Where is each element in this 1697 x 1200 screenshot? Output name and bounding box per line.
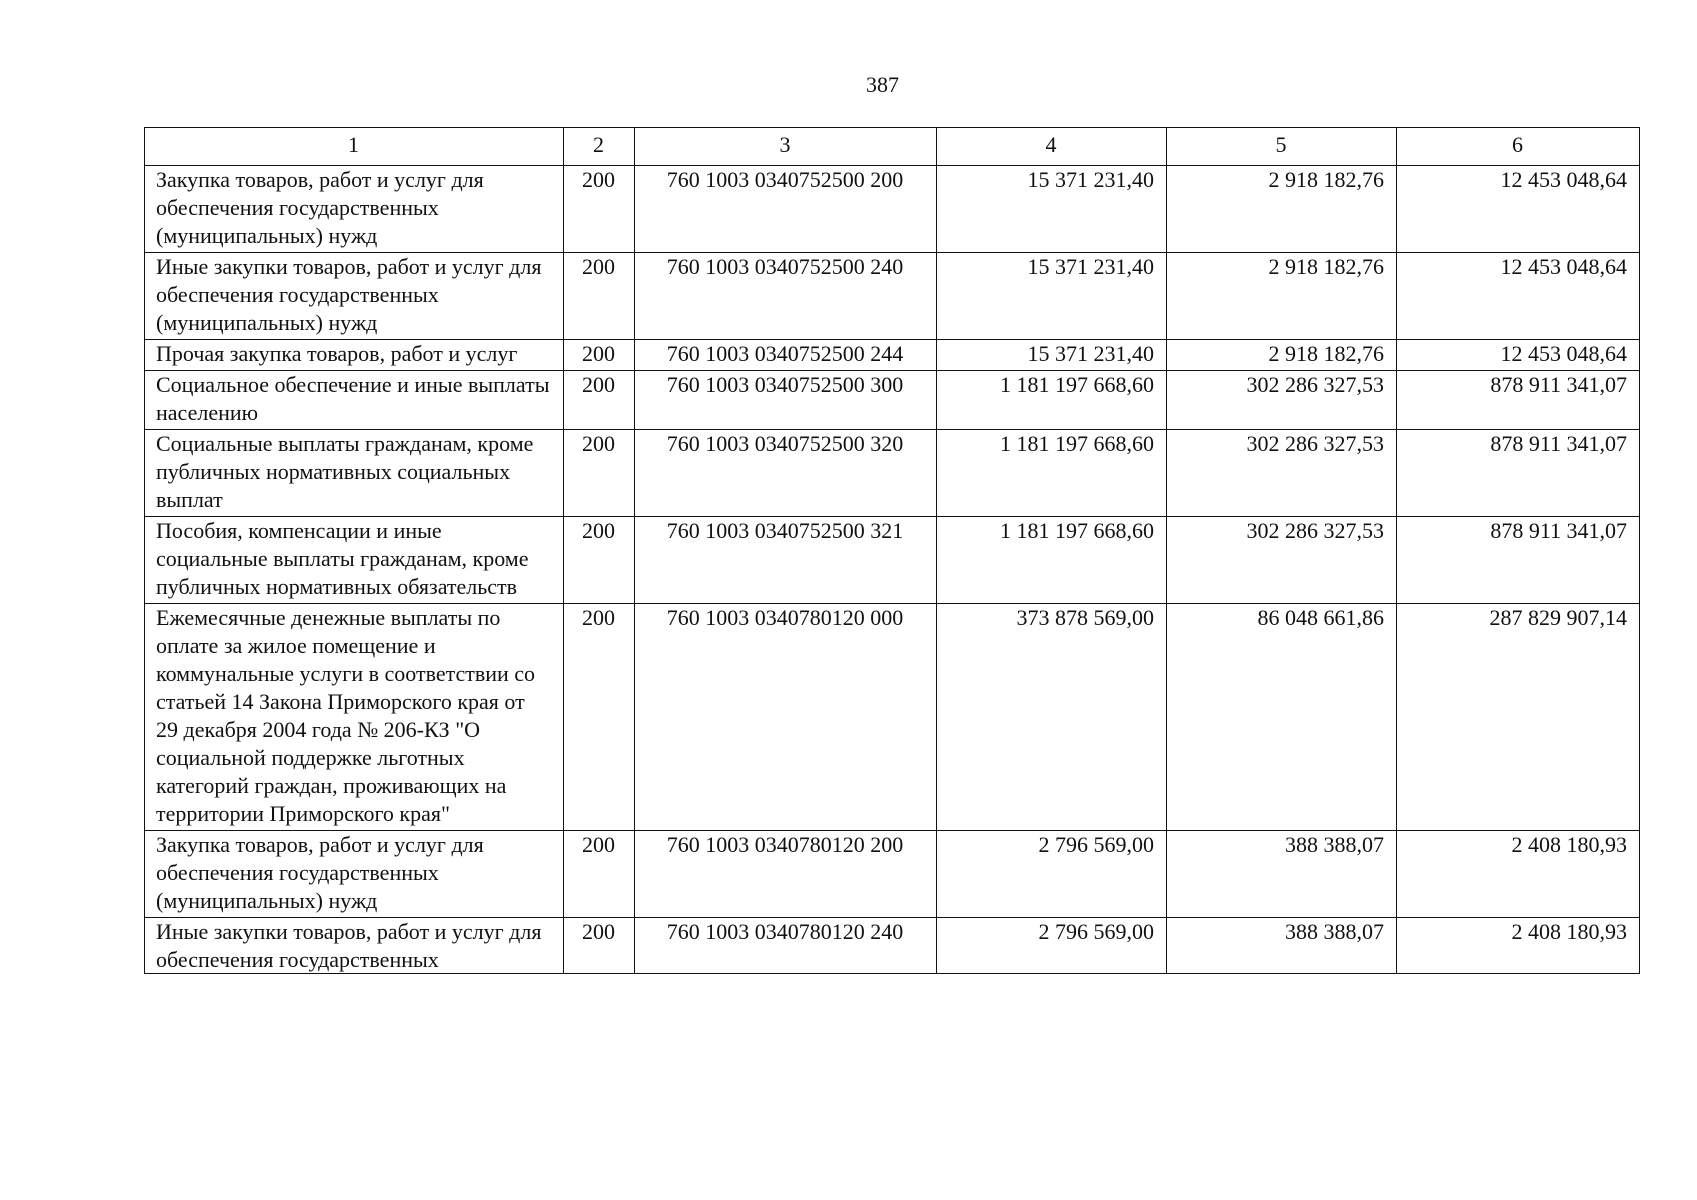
row-kbk: 760 1003 0340752500 320: [635, 430, 937, 517]
table-row: [145, 253, 1640, 340]
row-value-6: 12 453 048,64: [1397, 166, 1640, 253]
row-name-text: Иные закупки товаров, работ и услуг для обеспечения государственных: [156, 919, 542, 972]
row-kbk: 760 1003 0340752500 300: [635, 371, 937, 430]
column-header-1: 1: [145, 128, 564, 166]
row-value-5: 302 286 327,53: [1167, 430, 1397, 517]
row-code: 200: [564, 604, 635, 831]
row-kbk: 760 1003 0340752500 321: [635, 517, 937, 604]
row-kbk: 760 1003 0340752500 244: [635, 340, 937, 371]
row-value-5: 2 918 182,76: [1167, 253, 1397, 340]
row-name: Иные закупки товаров, работ и услуг для обеспечения государственных (муниципальных) нужд: [145, 253, 564, 340]
row-value-6: 2 408 180,93: [1397, 831, 1640, 918]
row-value-6: 12 453 048,64: [1397, 340, 1640, 371]
row-name: Социальное обеспечение и иные выплаты населению: [145, 371, 564, 430]
row-name: Закупка товаров, работ и услуг для обеспечения государственных (муниципальных) нужд: [145, 831, 564, 918]
budget-table: [144, 127, 1640, 974]
row-name: Пособия, компенсации и иные социальные выплаты гражданам, кроме публичных нормативных обязательств: [145, 517, 564, 604]
row-value-6: 287 829 907,14: [1397, 604, 1640, 831]
row-value-4: 1 181 197 668,60: [937, 517, 1167, 604]
table-row: [145, 918, 1640, 974]
row-value-6: 2 408 180,93: [1397, 918, 1640, 974]
row-kbk: 760 1003 0340780120 240: [635, 918, 937, 974]
row-code: 200: [564, 517, 635, 604]
row-code: 200: [564, 371, 635, 430]
row-code: 200: [564, 253, 635, 340]
row-value-5: 302 286 327,53: [1167, 517, 1397, 604]
row-name: Ежемесячные денежные выплаты по оплате за жилое помещение и коммунальные услуги в соответствии со статьей 14 Закона Приморского края от 29 декабря 2004 года № 206-КЗ "О социальной поддержке льготных категорий граждан, проживающих на территории Приморского края": [145, 604, 564, 831]
row-value-6: 878 911 341,07: [1397, 430, 1640, 517]
row-kbk: 760 1003 0340780120 200: [635, 831, 937, 918]
table-row: [145, 371, 1640, 430]
row-value-4: 373 878 569,00: [937, 604, 1167, 831]
row-name: Социальные выплаты гражданам, кроме публичных нормативных социальных выплат: [145, 430, 564, 517]
row-code: 200: [564, 918, 635, 974]
header-row: [145, 128, 1640, 166]
row-value-5: 302 286 327,53: [1167, 371, 1397, 430]
row-value-4: 15 371 231,40: [937, 253, 1167, 340]
column-header-4: 4: [937, 128, 1167, 166]
table-row: [145, 831, 1640, 918]
row-value-4: 2 796 569,00: [937, 918, 1167, 974]
row-code: 200: [564, 166, 635, 253]
row-value-5: 388 388,07: [1167, 831, 1397, 918]
row-value-4: 15 371 231,40: [937, 166, 1167, 253]
table-row: [145, 166, 1640, 253]
row-kbk: 760 1003 0340752500 200: [635, 166, 937, 253]
row-name: Прочая закупка товаров, работ и услуг: [145, 340, 564, 371]
row-value-4: 2 796 569,00: [937, 831, 1167, 918]
row-kbk: 760 1003 0340780120 000: [635, 604, 937, 831]
row-value-6: 12 453 048,64: [1397, 253, 1640, 340]
table-row: [145, 517, 1640, 604]
column-header-5: 5: [1167, 128, 1397, 166]
page-number: 387: [866, 72, 899, 97]
row-code: 200: [564, 430, 635, 517]
row-value-4: 1 181 197 668,60: [937, 430, 1167, 517]
row-code: 200: [564, 340, 635, 371]
row-value-4: 15 371 231,40: [937, 340, 1167, 371]
column-header-2: 2: [564, 128, 635, 166]
row-name: Закупка товаров, работ и услуг для обеспечения государственных (муниципальных) нужд: [145, 166, 564, 253]
row-value-6: 878 911 341,07: [1397, 371, 1640, 430]
row-value-6: 878 911 341,07: [1397, 517, 1640, 604]
table-row: [145, 430, 1640, 517]
column-header-3: 3: [635, 128, 937, 166]
row-value-5: 2 918 182,76: [1167, 340, 1397, 371]
column-header-6: 6: [1397, 128, 1640, 166]
row-value-5: 388 388,07: [1167, 918, 1397, 974]
row-value-5: 2 918 182,76: [1167, 166, 1397, 253]
row-value-5: 86 048 661,86: [1167, 604, 1397, 831]
table-row: [145, 604, 1640, 831]
row-kbk: 760 1003 0340752500 240: [635, 253, 937, 340]
row-name: [145, 918, 564, 974]
row-code: 200: [564, 831, 635, 918]
table-row: [145, 340, 1640, 371]
row-value-4: 1 181 197 668,60: [937, 371, 1167, 430]
